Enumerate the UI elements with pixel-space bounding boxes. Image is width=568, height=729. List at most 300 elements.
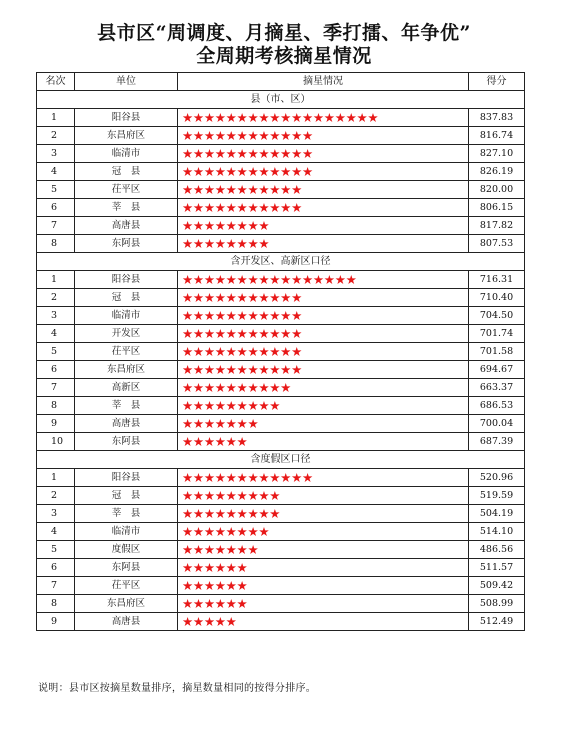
rank-cell: 9 <box>37 415 75 433</box>
star-icon: ★ <box>192 470 204 485</box>
star-icon: ★ <box>269 164 281 179</box>
table-row <box>37 289 525 307</box>
star-icon: ★ <box>214 524 226 539</box>
stars-cell <box>178 289 469 307</box>
star-icon: ★ <box>182 326 193 341</box>
star-icon: ★ <box>225 578 237 593</box>
score-cell: 511.57 <box>469 559 525 577</box>
score-cell: 504.19 <box>469 505 525 523</box>
star-icon: ★ <box>192 398 204 413</box>
star-icon: ★ <box>225 164 237 179</box>
star-icon: ★ <box>214 164 226 179</box>
star-icon: ★ <box>291 308 302 323</box>
stars-cell <box>178 199 469 217</box>
table-body <box>37 91 525 631</box>
score-cell: 701.74 <box>469 325 525 343</box>
star-icon: ★ <box>247 128 259 143</box>
rank-cell: 5 <box>37 541 75 559</box>
table-row <box>37 109 525 127</box>
score-cell: 701.58 <box>469 343 525 361</box>
star-icon: ★ <box>192 416 204 431</box>
star-icon: ★ <box>269 380 281 395</box>
star-icon: ★ <box>236 110 248 125</box>
unit-cell: 阳谷县 <box>75 109 178 127</box>
star-icon: ★ <box>280 470 292 485</box>
stars-cell <box>178 307 469 325</box>
table-row <box>37 523 525 541</box>
rank-cell: 4 <box>37 163 75 181</box>
unit-cell: 临清市 <box>75 145 178 163</box>
header-unit: 单位 <box>75 73 178 91</box>
star-icon: ★ <box>291 326 302 341</box>
star-icon: ★ <box>236 434 248 449</box>
star-icon: ★ <box>203 344 215 359</box>
star-icon: ★ <box>203 362 215 377</box>
star-icon: ★ <box>192 542 204 557</box>
stars-cell <box>178 325 469 343</box>
star-icon: ★ <box>225 362 237 377</box>
star-icon: ★ <box>214 398 226 413</box>
star-icon: ★ <box>280 110 292 125</box>
star-icon: ★ <box>269 506 281 521</box>
star-icon: ★ <box>247 524 259 539</box>
star-icon: ★ <box>247 362 259 377</box>
star-icon: ★ <box>203 326 215 341</box>
star-icon: ★ <box>182 236 193 251</box>
table-row <box>37 217 525 235</box>
star-icon: ★ <box>269 488 281 503</box>
star-icon: ★ <box>269 470 281 485</box>
document-title-line1: 县市区“周调度、月摘星、季打擂、年争优” <box>97 22 471 44</box>
star-icon: ★ <box>236 236 248 251</box>
star-icon: ★ <box>280 164 292 179</box>
star-icon: ★ <box>214 506 226 521</box>
star-icon: ★ <box>182 308 193 323</box>
star-icon: ★ <box>258 236 270 251</box>
rank-cell: 2 <box>37 289 75 307</box>
star-icon: ★ <box>258 326 270 341</box>
star-icon: ★ <box>203 506 215 521</box>
star-icon: ★ <box>334 110 346 125</box>
star-icon: ★ <box>214 614 226 629</box>
stars-cell <box>178 595 469 613</box>
star-icon: ★ <box>247 218 259 233</box>
star-icon: ★ <box>214 380 226 395</box>
rank-cell: 10 <box>37 433 75 451</box>
star-icon: ★ <box>225 344 237 359</box>
star-icon: ★ <box>258 290 270 305</box>
stars-cell <box>178 235 469 253</box>
star-icon: ★ <box>258 362 270 377</box>
star-icon: ★ <box>192 578 204 593</box>
star-icon: ★ <box>236 200 248 215</box>
rank-cell: 7 <box>37 217 75 235</box>
table-row <box>37 325 525 343</box>
score-cell: 827.10 <box>469 145 525 163</box>
star-icon: ★ <box>192 236 204 251</box>
star-icon: ★ <box>192 506 204 521</box>
star-icon: ★ <box>236 308 248 323</box>
star-icon: ★ <box>192 200 204 215</box>
star-icon: ★ <box>182 398 193 413</box>
star-icon: ★ <box>258 218 270 233</box>
score-cell: 704.50 <box>469 307 525 325</box>
rank-cell: 3 <box>37 145 75 163</box>
star-icon: ★ <box>203 218 215 233</box>
star-icon: ★ <box>182 128 193 143</box>
score-cell: 486.56 <box>469 541 525 559</box>
star-icon: ★ <box>247 470 259 485</box>
star-icon: ★ <box>214 362 226 377</box>
rank-cell: 7 <box>37 577 75 595</box>
star-icon: ★ <box>203 596 215 611</box>
star-icon: ★ <box>182 200 193 215</box>
star-icon: ★ <box>214 596 226 611</box>
star-icon: ★ <box>291 362 302 377</box>
star-icon: ★ <box>192 362 204 377</box>
star-icon: ★ <box>247 290 259 305</box>
star-icon: ★ <box>301 146 313 161</box>
star-icon: ★ <box>225 470 237 485</box>
star-icon: ★ <box>269 308 281 323</box>
star-icon: ★ <box>280 272 292 287</box>
star-icon: ★ <box>291 128 302 143</box>
star-icon: ★ <box>182 614 193 629</box>
star-icon: ★ <box>192 344 204 359</box>
unit-cell: 度假区 <box>75 541 178 559</box>
score-cell: 817.82 <box>469 217 525 235</box>
stars-cell <box>178 109 469 127</box>
rank-cell: 4 <box>37 325 75 343</box>
star-icon: ★ <box>225 308 237 323</box>
star-icon: ★ <box>182 596 193 611</box>
star-icon: ★ <box>192 326 204 341</box>
section-title: 县（市、区） <box>37 91 525 109</box>
table-row <box>37 541 525 559</box>
unit-cell: 冠 县 <box>75 289 178 307</box>
star-icon: ★ <box>247 164 259 179</box>
star-icon: ★ <box>236 398 248 413</box>
star-icon: ★ <box>312 110 324 125</box>
rank-cell: 4 <box>37 523 75 541</box>
star-icon: ★ <box>225 110 237 125</box>
table-header-row <box>37 73 525 91</box>
star-icon: ★ <box>203 488 215 503</box>
score-cell: 716.31 <box>469 271 525 289</box>
star-icon: ★ <box>258 200 270 215</box>
unit-cell: 莘 县 <box>75 397 178 415</box>
star-icon: ★ <box>214 560 226 575</box>
star-icon: ★ <box>182 218 193 233</box>
star-icon: ★ <box>182 146 193 161</box>
star-icon: ★ <box>269 398 281 413</box>
stars-cell <box>178 469 469 487</box>
table-row <box>37 145 525 163</box>
table-row <box>37 361 525 379</box>
unit-cell: 阳谷县 <box>75 271 178 289</box>
table-row <box>37 181 525 199</box>
star-icon: ★ <box>225 614 237 629</box>
table-row <box>37 487 525 505</box>
star-icon: ★ <box>258 344 270 359</box>
stars-cell <box>178 361 469 379</box>
star-icon: ★ <box>269 290 281 305</box>
unit-cell: 莘 县 <box>75 505 178 523</box>
unit-cell: 莘 县 <box>75 199 178 217</box>
star-icon: ★ <box>182 164 193 179</box>
stars-cell <box>178 163 469 181</box>
star-icon: ★ <box>247 200 259 215</box>
star-icon: ★ <box>203 380 215 395</box>
star-icon: ★ <box>269 326 281 341</box>
star-icon: ★ <box>214 236 226 251</box>
star-icon: ★ <box>236 578 248 593</box>
table-row <box>37 505 525 523</box>
star-icon: ★ <box>203 272 215 287</box>
star-icon: ★ <box>225 200 237 215</box>
rank-cell: 6 <box>37 199 75 217</box>
star-icon: ★ <box>225 128 237 143</box>
star-icon: ★ <box>182 560 193 575</box>
stars-cell <box>178 577 469 595</box>
star-icon: ★ <box>182 380 193 395</box>
unit-cell: 高唐县 <box>75 217 178 235</box>
star-icon: ★ <box>192 164 204 179</box>
star-icon: ★ <box>203 560 215 575</box>
score-cell: 514.10 <box>469 523 525 541</box>
star-icon: ★ <box>291 146 302 161</box>
star-icon: ★ <box>225 236 237 251</box>
star-icon: ★ <box>203 308 215 323</box>
star-icon: ★ <box>182 524 193 539</box>
stars-cell <box>178 433 469 451</box>
star-icon: ★ <box>192 272 204 287</box>
star-icon: ★ <box>225 380 237 395</box>
star-icon: ★ <box>247 380 259 395</box>
star-icon: ★ <box>291 200 302 215</box>
unit-cell: 东阿县 <box>75 433 178 451</box>
star-icon: ★ <box>301 110 313 125</box>
star-icon: ★ <box>236 218 248 233</box>
star-icon: ★ <box>236 362 248 377</box>
star-icon: ★ <box>280 308 292 323</box>
unit-cell: 东昌府区 <box>75 127 178 145</box>
unit-cell: 东昌府区 <box>75 595 178 613</box>
star-icon: ★ <box>182 470 193 485</box>
star-icon: ★ <box>203 182 215 197</box>
rank-cell: 3 <box>37 307 75 325</box>
star-icon: ★ <box>236 344 248 359</box>
star-icon: ★ <box>291 182 302 197</box>
star-icon: ★ <box>280 344 292 359</box>
star-icon: ★ <box>214 344 226 359</box>
star-icon: ★ <box>258 380 270 395</box>
stars-cell <box>178 217 469 235</box>
star-icon: ★ <box>203 614 215 629</box>
table-row <box>37 343 525 361</box>
star-icon: ★ <box>258 524 270 539</box>
star-icon: ★ <box>214 416 226 431</box>
star-icon: ★ <box>225 218 237 233</box>
section-header-row <box>37 451 525 469</box>
stars-cell <box>178 343 469 361</box>
star-icon: ★ <box>236 506 248 521</box>
star-icon: ★ <box>247 326 259 341</box>
star-icon: ★ <box>214 434 226 449</box>
star-icon: ★ <box>258 272 270 287</box>
star-icon: ★ <box>182 110 193 125</box>
rank-cell: 7 <box>37 379 75 397</box>
table-row <box>37 397 525 415</box>
star-icon: ★ <box>225 542 237 557</box>
star-icon: ★ <box>192 218 204 233</box>
star-icon: ★ <box>269 128 281 143</box>
star-icon: ★ <box>182 416 193 431</box>
star-icon: ★ <box>225 416 237 431</box>
star-icon: ★ <box>280 128 292 143</box>
score-cell: 687.39 <box>469 433 525 451</box>
star-icon: ★ <box>258 308 270 323</box>
star-icon: ★ <box>214 326 226 341</box>
table-row <box>37 559 525 577</box>
star-icon: ★ <box>214 290 226 305</box>
star-icon: ★ <box>182 362 193 377</box>
score-cell: 710.40 <box>469 289 525 307</box>
score-cell: 512.49 <box>469 613 525 631</box>
star-icon: ★ <box>269 182 281 197</box>
star-icon: ★ <box>192 614 204 629</box>
unit-cell: 茌平区 <box>75 343 178 361</box>
rank-cell: 2 <box>37 487 75 505</box>
table-row <box>37 271 525 289</box>
table-row <box>37 307 525 325</box>
rank-cell: 1 <box>37 469 75 487</box>
star-icon: ★ <box>192 488 204 503</box>
unit-cell: 高新区 <box>75 379 178 397</box>
unit-cell: 茌平区 <box>75 577 178 595</box>
star-icon: ★ <box>236 560 248 575</box>
stars-cell <box>178 505 469 523</box>
star-icon: ★ <box>214 128 226 143</box>
rank-cell: 5 <box>37 343 75 361</box>
stars-cell <box>178 145 469 163</box>
star-icon: ★ <box>280 290 292 305</box>
star-icon: ★ <box>214 488 226 503</box>
star-icon: ★ <box>236 272 248 287</box>
star-icon: ★ <box>225 434 237 449</box>
rank-cell: 8 <box>37 397 75 415</box>
star-icon: ★ <box>225 596 237 611</box>
unit-cell: 开发区 <box>75 325 178 343</box>
star-icon: ★ <box>291 272 302 287</box>
star-icon: ★ <box>280 362 292 377</box>
score-cell: 520.96 <box>469 469 525 487</box>
star-icon: ★ <box>236 542 248 557</box>
star-icon: ★ <box>301 164 313 179</box>
star-icon: ★ <box>236 470 248 485</box>
unit-cell: 冠 县 <box>75 163 178 181</box>
rank-cell: 2 <box>37 127 75 145</box>
table-row <box>37 379 525 397</box>
star-icon: ★ <box>236 524 248 539</box>
star-icon: ★ <box>280 182 292 197</box>
unit-cell: 东昌府区 <box>75 361 178 379</box>
table-row <box>37 595 525 613</box>
star-icon: ★ <box>247 308 259 323</box>
header-stars: 摘星情况 <box>178 73 469 91</box>
star-icon: ★ <box>192 146 204 161</box>
star-icon: ★ <box>203 164 215 179</box>
star-icon: ★ <box>301 128 313 143</box>
section-header-row <box>37 91 525 109</box>
unit-cell: 高唐县 <box>75 415 178 433</box>
star-icon: ★ <box>236 164 248 179</box>
rank-cell: 1 <box>37 109 75 127</box>
star-icon: ★ <box>269 272 281 287</box>
star-icon: ★ <box>247 272 259 287</box>
star-icon: ★ <box>182 272 193 287</box>
star-icon: ★ <box>236 326 248 341</box>
star-icon: ★ <box>280 380 292 395</box>
star-icon: ★ <box>225 488 237 503</box>
star-icon: ★ <box>203 110 215 125</box>
star-icon: ★ <box>323 110 335 125</box>
table-row <box>37 469 525 487</box>
star-icon: ★ <box>214 146 226 161</box>
score-cell: 820.00 <box>469 181 525 199</box>
star-icon: ★ <box>280 200 292 215</box>
star-icon: ★ <box>225 326 237 341</box>
rank-cell: 8 <box>37 595 75 613</box>
stars-cell <box>178 397 469 415</box>
section-title: 含开发区、高新区口径 <box>37 253 525 271</box>
star-icon: ★ <box>214 110 226 125</box>
rank-cell: 9 <box>37 613 75 631</box>
star-icon: ★ <box>192 434 204 449</box>
star-icon: ★ <box>247 110 259 125</box>
score-cell: 837.83 <box>469 109 525 127</box>
star-icon: ★ <box>258 488 270 503</box>
unit-cell: 冠 县 <box>75 487 178 505</box>
star-icon: ★ <box>182 506 193 521</box>
star-icon: ★ <box>203 434 215 449</box>
star-icon: ★ <box>345 272 357 287</box>
star-icon: ★ <box>182 488 193 503</box>
star-icon: ★ <box>345 110 357 125</box>
unit-cell: 东阿县 <box>75 235 178 253</box>
star-icon: ★ <box>214 200 226 215</box>
star-icon: ★ <box>192 308 204 323</box>
star-icon: ★ <box>214 182 226 197</box>
unit-cell: 茌平区 <box>75 181 178 199</box>
star-icon: ★ <box>312 272 324 287</box>
star-icon: ★ <box>269 362 281 377</box>
score-cell: 509.42 <box>469 577 525 595</box>
star-icon: ★ <box>192 110 204 125</box>
rank-cell: 5 <box>37 181 75 199</box>
star-icon: ★ <box>214 470 226 485</box>
score-cell: 686.53 <box>469 397 525 415</box>
stars-cell <box>178 127 469 145</box>
star-icon: ★ <box>258 470 270 485</box>
score-cell: 826.19 <box>469 163 525 181</box>
star-icon: ★ <box>247 344 259 359</box>
star-icon: ★ <box>247 236 259 251</box>
star-icon: ★ <box>225 524 237 539</box>
star-icon: ★ <box>269 200 281 215</box>
score-cell: 663.37 <box>469 379 525 397</box>
table-row <box>37 235 525 253</box>
